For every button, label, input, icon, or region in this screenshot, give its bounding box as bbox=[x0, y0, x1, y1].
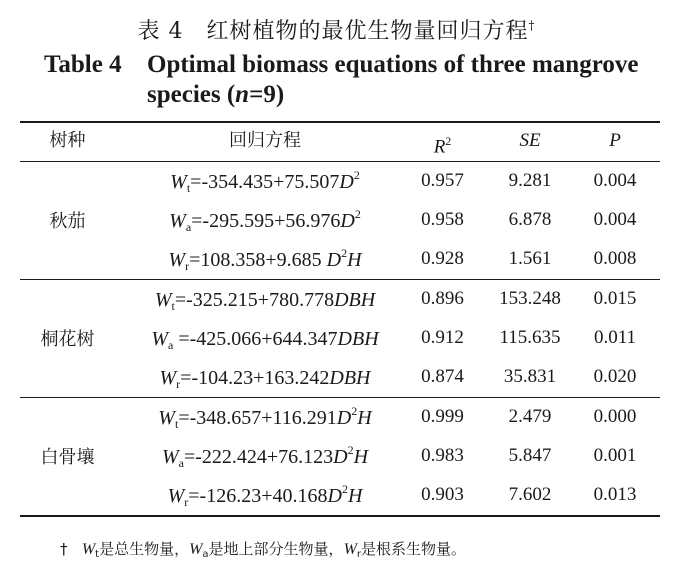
cell-se: 9.281 bbox=[508, 170, 552, 191]
species-name: 秋茄 bbox=[49, 211, 86, 232]
cell-r2: 0.999 bbox=[421, 406, 464, 427]
cell-p: 0.020 bbox=[593, 366, 637, 387]
cell-p: 0.011 bbox=[593, 327, 637, 348]
cell-se: 1.561 bbox=[508, 248, 552, 269]
cell-r2: 0.958 bbox=[421, 209, 464, 230]
cell-r2: 0.874 bbox=[421, 366, 464, 387]
cell-p: 0.001 bbox=[593, 445, 637, 466]
footnote: † $W_t$是总生物量，$W_a$是地上部分生物量，$W_r$是根系生物量。 bbox=[60, 540, 467, 560]
header-rule bbox=[20, 161, 660, 162]
cell-p: 0.004 bbox=[593, 209, 637, 230]
header-r2: $R^2$ bbox=[433, 134, 452, 158]
species-name: 白骨壤 bbox=[40, 447, 95, 468]
cell-r2: 0.903 bbox=[421, 484, 464, 505]
dagger-mark: † bbox=[528, 18, 536, 33]
cell-se: 7.602 bbox=[508, 484, 552, 505]
regression-equation: $W_a =-425.066+644.347DBH$ bbox=[151, 328, 379, 352]
header-equation: 回归方程 bbox=[229, 130, 301, 151]
cell-se: 2.479 bbox=[508, 406, 552, 427]
table-label: Table 4 bbox=[44, 51, 122, 78]
cell-se: 153.248 bbox=[499, 288, 561, 309]
regression-equation: $W_t=-348.657+116.291D^2H$ bbox=[158, 404, 372, 431]
regression-equation: $W_t=-325.215+780.778DBH$ bbox=[154, 289, 376, 313]
cell-se: 115.635 bbox=[499, 327, 561, 348]
cell-p: 0.004 bbox=[593, 170, 637, 191]
cell-p: 0.015 bbox=[593, 288, 637, 309]
group-rule-2 bbox=[20, 397, 660, 398]
cell-r2: 0.896 bbox=[421, 288, 464, 309]
header-species: 树种 bbox=[49, 130, 86, 151]
cell-p: 0.008 bbox=[593, 248, 637, 269]
cell-r2: 0.957 bbox=[421, 170, 464, 191]
group-rule-1 bbox=[20, 279, 660, 280]
cell-se: 35.831 bbox=[503, 366, 557, 387]
header-p: P bbox=[609, 130, 621, 151]
regression-equation: $W_a=-222.424+76.123D^2H$ bbox=[161, 443, 369, 470]
top-rule bbox=[20, 121, 660, 123]
bottom-rule bbox=[20, 515, 660, 517]
regression-equation: $W_r=108.358+9.685$ $D^2H$ bbox=[168, 246, 362, 273]
table-title-cn: 表 4 红树植物的最优生物量回归方程† bbox=[137, 18, 536, 44]
header-se: SE bbox=[519, 130, 541, 151]
cell-p: 0.013 bbox=[593, 484, 637, 505]
regression-equation: $W_a=-295.595+56.976D^2$ bbox=[169, 207, 361, 234]
species-name: 桐花树 bbox=[40, 329, 95, 350]
cell-r2: 0.928 bbox=[421, 248, 464, 269]
cell-p: 0.000 bbox=[593, 406, 637, 427]
cell-se: 6.878 bbox=[508, 209, 552, 230]
regression-equation: $W_r=-104.23+163.242DBH$ bbox=[159, 367, 371, 391]
regression-equation: $W_t=-354.435+75.507D^2$ bbox=[170, 168, 360, 195]
cell-r2: 0.912 bbox=[421, 327, 464, 348]
table-title-en: Table 4 Optimal biomass equations of three mangrove species (n=9) bbox=[44, 51, 639, 108]
cell-r2: 0.983 bbox=[421, 445, 464, 466]
regression-equation: $W_r=-126.23+40.168D^2H$ bbox=[167, 482, 363, 509]
cell-se: 5.847 bbox=[508, 445, 552, 466]
